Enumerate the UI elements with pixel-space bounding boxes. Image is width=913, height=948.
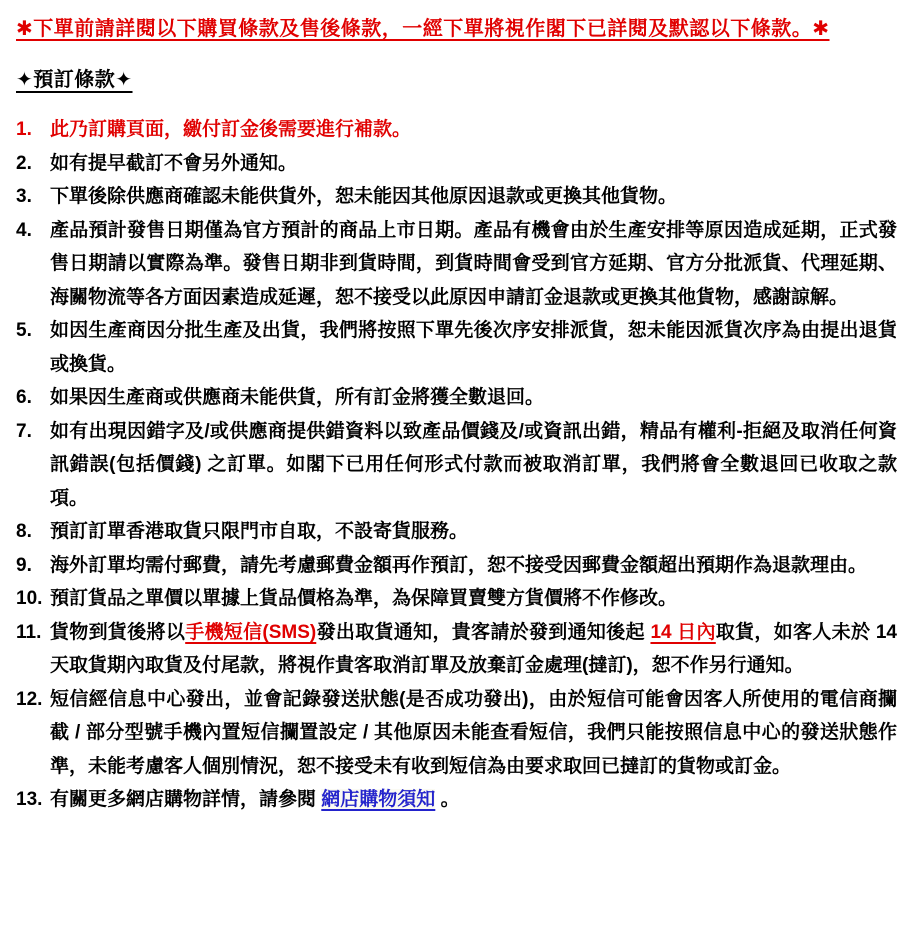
term-text-segment: 海外訂單均需付郵費，請先考慮郵費金額再作預訂，恕不接受因郵費金額超出預期作為退款理由。	[50, 554, 868, 576]
term-text-segment: 下單後除供應商確認未能供貨外，恕未能因其他原因退款或更換其他貨物。	[50, 186, 678, 207]
term-text	[50, 683, 901, 784]
pre-order-warning-banner: ✱下單前請詳閱以下購買條款及售後條款，一經下單將視作閣下已詳閱及默認以下條款。✱	[16, 18, 830, 40]
term-number: 12.	[16, 688, 43, 710]
term-item-1	[12, 113, 901, 147]
term-item-12	[12, 683, 901, 784]
section-title-preorder-terms	[16, 67, 899, 93]
term-item-10	[12, 582, 901, 616]
term-text-segment: 如因生產商因分批生產及出貨，我們將按照下單先後次序安排派貨，恕未能因派貨次序為由提出退貨或換貨。	[50, 320, 897, 375]
term-text	[50, 616, 901, 683]
term-item-5	[12, 314, 901, 381]
term-text-segment: 預訂訂單香港取貨只限門市自取，不設寄貨服務。	[50, 521, 469, 542]
term-number: 13.	[16, 789, 43, 810]
term-item-7	[12, 415, 901, 516]
term-number: 5.	[16, 320, 32, 341]
term-text-segment: 有關更多網店購物詳情，請參閱	[50, 789, 322, 810]
term-text-segment: 。	[435, 789, 460, 810]
term-text-segment: 如有提早截訂不會另外通知。	[50, 152, 298, 174]
term-item-11	[12, 616, 901, 683]
term-number: 8.	[16, 521, 32, 542]
term-number: 10.	[16, 588, 43, 609]
term-text-segment: 預訂貨品之單價以單據上貨品價格為準，為保障買賣雙方貨價將不作修改。	[50, 588, 678, 609]
term-text	[50, 147, 901, 181]
term-text-segment: 如有出現因錯字及/或供應商提供錯資料以致產品價錢及/或資訊出錯，精品有權利-拒絕及取消任何資訊錯誤(包括價錢) 之訂單。如閣下已用任何形式付款而被取消訂單，我們將會全數退回已收取之款項。	[50, 420, 897, 509]
term-number: 2.	[16, 152, 32, 174]
term-item-8	[12, 515, 901, 549]
term-text-segment: 產品預計發售日期僅為官方預計的商品上市日期。產品有機會由於生產安排等原因造成延期，正式發售日期請以實際為準。發售日期非到貨時間，到貨時間會受到官方延期、官方分批派貨、代理延期、海關物流等各方面因素造成延遲，恕不接受以此原因申請訂金退款或更換其他貨物，感謝諒解。	[50, 219, 897, 308]
term-item-13	[12, 783, 901, 817]
term-text	[50, 180, 901, 214]
section-title-text: ✦預訂條款✦	[16, 69, 133, 91]
term-text	[50, 113, 901, 147]
term-number: 9.	[16, 554, 32, 576]
term-item-2	[12, 147, 901, 181]
term-item-3	[12, 180, 901, 214]
term-text	[50, 515, 901, 549]
term-text-segment: 發出取貨通知，貴客請於發到通知後起	[316, 621, 651, 643]
term-item-4	[12, 214, 901, 315]
highlighted-red-text: 14 日內	[650, 621, 716, 643]
term-text	[50, 214, 901, 315]
term-text	[50, 783, 901, 817]
term-number: 3.	[16, 186, 32, 207]
term-text	[50, 415, 901, 516]
term-text-segment: 取貨，如客人未於 14 天取貨期內取貨及付尾款，將視作貴客取消訂單及放棄訂金處理(撻訂)，恕不作另行通知。	[50, 621, 898, 676]
term-text	[50, 582, 901, 616]
shop-guide-link[interactable]: 網店購物須知	[321, 789, 436, 810]
term-text	[50, 381, 901, 415]
term-number: 7.	[16, 420, 32, 442]
term-text-segment: 此乃訂購頁面，繳付訂金後需要進行補款。	[50, 119, 412, 140]
term-item-9	[12, 549, 901, 583]
term-item-6	[12, 381, 901, 415]
term-number: 11.	[16, 621, 42, 643]
terms-list	[12, 113, 901, 817]
highlighted-red-text: 手機短信(SMS)	[185, 621, 317, 643]
term-number: 6.	[16, 387, 32, 408]
term-number: 4.	[16, 219, 32, 241]
term-number: 1.	[16, 119, 32, 140]
term-text-segment: 貨物到貨後將以	[50, 621, 186, 643]
term-text-segment: 如果因生產商或供應商未能供貨，所有訂金將獲全數退回。	[50, 387, 545, 408]
term-text-segment: 短信經信息中心發出，並會記錄發送狀態(是否成功發出)，由於短信可能會因客人所使用的電信商攔截 / 部分型號手機內置短信攔置設定 / 其他原因未能查看短信，我們只能按照信息中心的發送狀態作準，未能考慮客人個別情況，恕不接受未有收到短信為由要求取回已撻訂的貨物或訂金。	[50, 688, 897, 777]
term-text	[50, 549, 901, 583]
term-text	[50, 314, 901, 381]
